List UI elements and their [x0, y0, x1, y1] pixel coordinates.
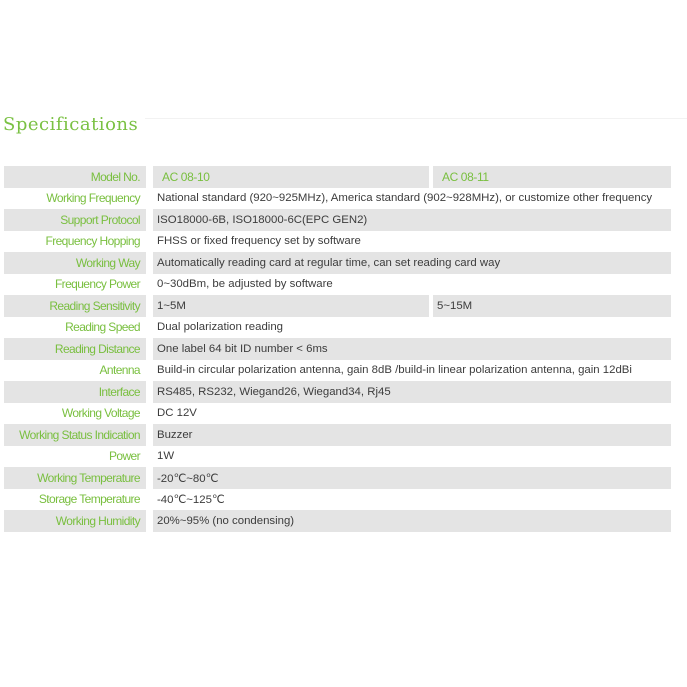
specifications-table [4, 166, 671, 532]
table-row [4, 360, 671, 382]
title-divider [145, 118, 687, 119]
page-title: Specifications [3, 114, 139, 135]
row-label: Working Status Indication [4, 424, 146, 446]
row-value: RS485, RS232, Wiegand26, Wiegand34, Rj45 [153, 381, 671, 403]
table-row [4, 188, 671, 210]
table-row [4, 274, 671, 296]
row-value: Dual polarization reading [157, 321, 284, 334]
row-label: Antenna [99, 363, 140, 378]
row-label: Reading Speed [65, 320, 140, 335]
row-value: Automatically reading card at regular time, can set reading card way [153, 252, 671, 274]
table-row [4, 317, 671, 339]
row-label: Power [108, 449, 140, 464]
row-label: Interface [4, 381, 146, 403]
row-label: Working Temperature [4, 467, 146, 489]
table-row [4, 467, 671, 489]
row-value: 0~30dBm, be adjusted by software [157, 278, 333, 291]
table-row [4, 338, 671, 360]
row-value: Build-in circular polarization antenna, gain 8dB /build-in linear polarization antenna, gain 12dBi [157, 364, 632, 377]
row-label: Model No. [4, 166, 146, 188]
table-row-model-no [4, 166, 671, 188]
model-value-1: AC 08-10 [153, 166, 429, 188]
row-value: ISO18000-6B, ISO18000-6C(EPC GEN2) [153, 209, 671, 231]
row-value: 20%~95% (no condensing) [153, 510, 671, 532]
row-value: Buzzer [153, 424, 671, 446]
row-label: Storage Temperature [38, 492, 140, 507]
row-value: One label 64 bit ID number < 6ms [153, 338, 671, 360]
row-label: Frequency Hopping [45, 234, 140, 249]
table-row [4, 403, 671, 425]
row-label: Reading Sensitivity [4, 295, 146, 317]
row-label: Support Protocol [4, 209, 146, 231]
row-label: Frequency Power [54, 277, 140, 292]
row-value: -20℃~80℃ [153, 467, 671, 489]
model-value-2: AC 08-11 [433, 166, 671, 188]
table-row [4, 510, 671, 532]
table-row [4, 446, 671, 468]
table-row [4, 209, 671, 231]
row-value: FHSS or fixed frequency set by software [157, 235, 361, 248]
table-row [4, 252, 671, 274]
row-label: Working Voltage [61, 406, 140, 421]
table-row [4, 381, 671, 403]
table-row [4, 295, 671, 317]
row-label: Working Frequency [46, 191, 140, 206]
table-row [4, 424, 671, 446]
row-value: 1W [157, 450, 175, 463]
row-value: -40℃~125℃ [157, 494, 225, 507]
row-label: Working Humidity [4, 510, 146, 532]
row-label: Reading Distance [4, 338, 146, 360]
row-label: Working Way [4, 252, 146, 274]
row-value: DC 12V [157, 407, 197, 420]
sensitivity-value-2: 5~15M [433, 295, 671, 317]
row-value: National standard (920~925MHz), America standard (902~928MHz), or customize other frequency [157, 192, 653, 205]
table-row [4, 231, 671, 253]
table-row [4, 489, 671, 511]
sensitivity-value-1: 1~5M [153, 295, 429, 317]
